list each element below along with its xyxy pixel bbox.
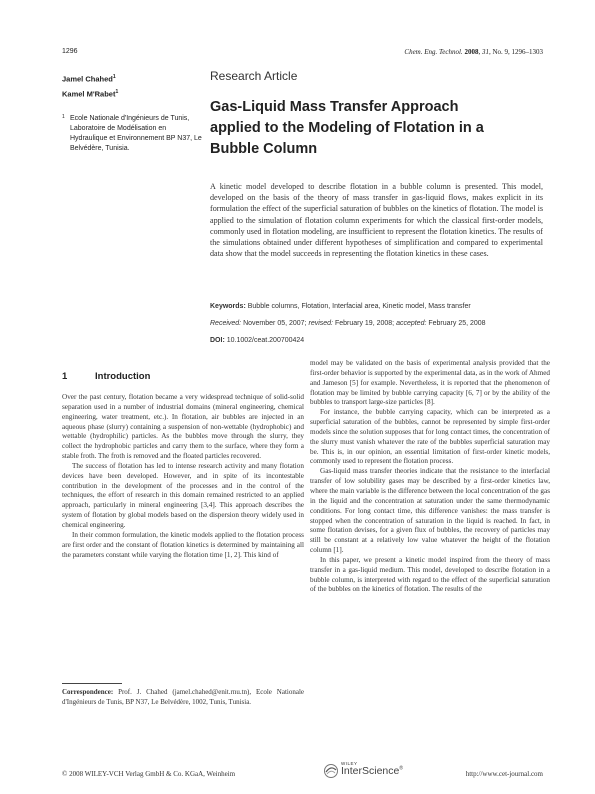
correspondence-footnote [62, 688, 304, 707]
doi [210, 337, 304, 344]
affiliation [62, 114, 202, 154]
paragraph: Over the past century, flotation became a very widespread technique of solid-solid separation used in a number of industrial domains (mineral engineering, chemical engineering, water treatment, etc.). In flotation, air bubbles are injected in an aqueous phase (slurry) containing a suspension of non-wettable (hydrophobic) and wettable (hydrophilic) particles. As the bubbles move through the slurry, they collect the hydrophobic particles and carry them to the surface, where they form a stable froth. The froth is removed and the floated particles recovered. [62, 393, 304, 461]
footnote-label: Correspondence: [62, 688, 114, 696]
swirl-icon [323, 763, 339, 779]
body-column-left [62, 393, 304, 560]
paragraph: For instance, the bubble carrying capacity, which can be interpreted as a superficial saturation of the bubbles, cannot be represented by simple first-order models since the solution supposes that for long contact times, the concentration of the slurry must vanish whatever the rate of the bubbles superficial saturation may be. This is, in our opinion, an essential limitation of first-order kinetic models, commonly used to represent the flotation process. [310, 408, 550, 466]
article-type: Research Article [210, 69, 298, 83]
paragraph: The success of flotation has led to intense research activity and many flotation devices have been developed. However, and in spite of its incontestable contribution in the development of the processes and in the control of the techniques, the effort of research in this domain remained restricted to an applied approach, particularly in mineral engineering [3,4]. This approach describes the system of flotation by global models based on the dispersion theory widely used in chemical engineering. [62, 461, 304, 529]
abstract: A kinetic model developed to describe flotation in a bubble column is presented. This model, developed on the basis of the theory of mass transfer in gas-liquid flows, makes explicit in its formulation the effect of the superficial saturation of bubbles on the kinetics of flotation. The model is applied to the simulation of flotation column experiments for which the classical first-order models, commonly used in flotation modeling, are insufficient to represent the flotation kinetics. The results of the simulations obtained under different hypotheses of simplification and compared to experimental data show that the model succeeds in representing the flotation kinetics in these cases. [210, 182, 543, 259]
keywords-text: Bubble columns, Flotation, Interfacial area, Kinetic model, Mass transfer [247, 303, 471, 310]
footnote-divider [62, 683, 122, 684]
interscience-logo [323, 761, 463, 783]
logo-wiley: WILEY [341, 761, 358, 766]
keywords [210, 303, 543, 310]
logo-interscience: InterScience® [341, 765, 404, 777]
paragraph: In their common formulation, the kinetic models applied to the flotation process are first order and the constant of flotation kinetics is determined by maintaining all the parameters constant while varying the flotation time [1, 2]. This kind of [62, 530, 304, 559]
section-title: Introduction [95, 371, 151, 382]
author-list [62, 71, 118, 100]
doi-label: DOI: [210, 337, 225, 344]
body-column-right [310, 359, 550, 595]
keywords-label: Keywords: [210, 303, 246, 310]
article-title: Gas-Liquid Mass Transfer Approach applied to the Modeling of Flotation in a Bubble Column [210, 99, 484, 157]
article-dates: Received: November 05, 2007; revised: February 19, 2008; accepted: February 25, 2008 [210, 320, 486, 327]
affiliation-mark: 1 [62, 114, 65, 120]
journal-issue-pages: , No. 9, 1296–1303 [488, 48, 543, 56]
page-number: 1296 [62, 48, 78, 55]
affiliation-text: Ecole Nationale d'Ingénieurs de Tunis, Laboratoire de Modélisation en Hydraulique et Environnement BP N37, Le Belvédère, Tunisia. [70, 115, 202, 152]
journal-volume: 31 [481, 48, 489, 56]
author: Jamel Chahed$^1$ [62, 74, 116, 84]
footnote-text: Prof. J. Chahed (jamel.chahed@enit.rnu.tn), Ecole Nationale d'Ingénieurs de Tunis, BP N37, Le Belvédère, 1002, Tunis, Tunisia. [62, 688, 304, 706]
journal-name: Chem. Eng. Technol. [404, 48, 463, 56]
copyright-notice: © 2008 WILEY-VCH Verlag GmbH & Co. KGaA, Weinheim [62, 770, 236, 778]
paragraph: In this paper, we present a kinetic model inspired from the theory of mass transfer in a gas-liquid medium. This model, developed to describe flotation in a bubble column, is interpreted with regard to the effect of the superficial saturation of the bubbles on the kinetics of flotation. The results of the [310, 555, 550, 594]
journal-url[interactable]: http://www.cet-journal.com [465, 770, 543, 778]
section-number: 1 [62, 371, 68, 382]
journal-citation: Chem. Eng. Technol. 2008, 31, No. 9, 1296–1303 [404, 48, 543, 56]
author: Kamel M'Rabet$^1$ [62, 88, 119, 98]
paragraph: model may be validated on the basis of experimental analysis provided that the first-order behavior is supported by the experimental data, as in the work of Ahmed and Jameson [5] for example. Nevertheless, it is reported that the phenomenon of flotation may be limited by bubble carrying capacity [6, 7] or by the ability of the bubbles to transport large-size particles [8]. [310, 359, 550, 407]
journal-year: 2008 [464, 48, 479, 56]
paragraph: Gas-liquid mass transfer theories indicate that the resistance to the interfacial transfer of low solubility gases may be described by a first-order kinetics law, where the main variable is the difference between the local concentration of the gas in the liquid and the concentration at saturation under the same thermodynamic conditions. For long contact time, this difference vanishes: the mass transfer is stopped when the concentration of saturation in the liquid is reached. In fact, in some flotation devises, for a given flux of bubbles, the recovery of particles may still be constant at a relatively low value whatever the height of the flotation column [1]. [310, 467, 550, 555]
doi-value[interactable]: 10.1002/ceat.200700424 [226, 337, 305, 344]
